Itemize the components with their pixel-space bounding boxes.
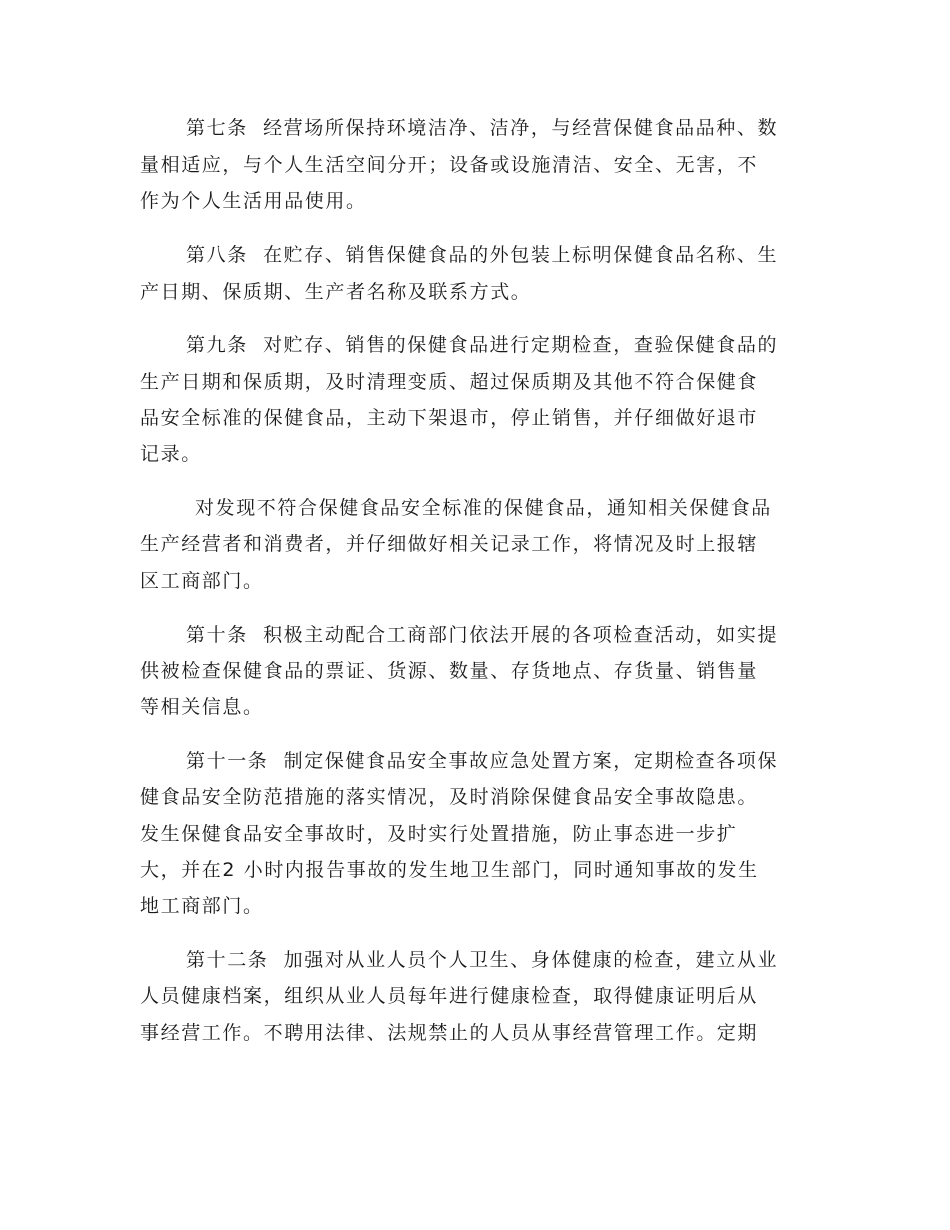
article-9-line-2: 生产日期和保质期，及时清理变质、超过保质期及其他不符合保健食 (140, 371, 759, 393)
article-11-line-3: 发生保健食品安全事故时，及时实行处置措施，防止事态进一步扩 (140, 823, 738, 845)
article-9-line-4: 记录。 (140, 443, 202, 465)
article-9-line-3: 品安全标准的保健食品，主动下架退市，停止销售，并仔细做好退市 (140, 407, 759, 429)
article-12-line-3: 事经营工作。不聘用法律、法规禁止的人员从事经营管理工作。定期 (140, 1022, 759, 1044)
article-9-cont-line-1: 对发现不符合保健食品安全标准的保健食品，通知相关保健食品 (195, 497, 772, 519)
article-7-line-3: 作为个人生活用品使用。 (140, 190, 367, 212)
article-11-line-1: 第十一条 制定保健食品安全事故应急处置方案，定期检查各项保 (186, 750, 779, 772)
article-9-line-1: 第九条 对贮存、销售的保健食品进行定期检查，查验保健食品的 (186, 334, 779, 356)
article-7-line-2: 量相适应，与个人生活空间分开；设备或设施清洁、安全、无害，不 (140, 154, 759, 176)
article-8-line-1: 第八条 在贮存、销售保健食品的外包装上标明保健食品名称、生 (186, 244, 779, 266)
article-9-cont-line-2: 生产经营者和消费者，并仔细做好相关记录工作，将情况及时上报辖 (140, 533, 759, 555)
article-10-line-1: 第十条 积极主动配合工商部门依法开展的各项检查活动，如实提 (186, 624, 779, 646)
article-11-line-2: 健食品安全防范措施的落实情况，及时消除保健食品安全事故隐患。 (140, 786, 759, 808)
article-10-line-2: 供被检查保健食品的票证、货源、数量、存货地点、存货量、销售量 (140, 660, 759, 682)
article-8-line-2: 产日期、保质期、生产者名称及联系方式。 (140, 281, 532, 303)
article-12-line-2: 人员健康档案，组织从业人员每年进行健康检查，取得健康证明后从 (140, 985, 759, 1007)
article-12-line-1: 第十二条 加强对从业人员个人卫生、身体健康的检查，建立从业 (186, 949, 779, 971)
article-9-cont-line-3: 区工商部门。 (140, 570, 264, 592)
article-10-line-3: 等相关信息。 (140, 696, 264, 718)
article-11-line-4: 大，并在2 小时内报告事故的发生地卫生部门，同时通知事故的发生 (140, 859, 759, 881)
article-11-line-5: 地工商部门。 (140, 895, 264, 917)
article-7-line-1: 第七条 经营场所保持环境洁净、洁净，与经营保健食品品种、数 (186, 117, 779, 139)
